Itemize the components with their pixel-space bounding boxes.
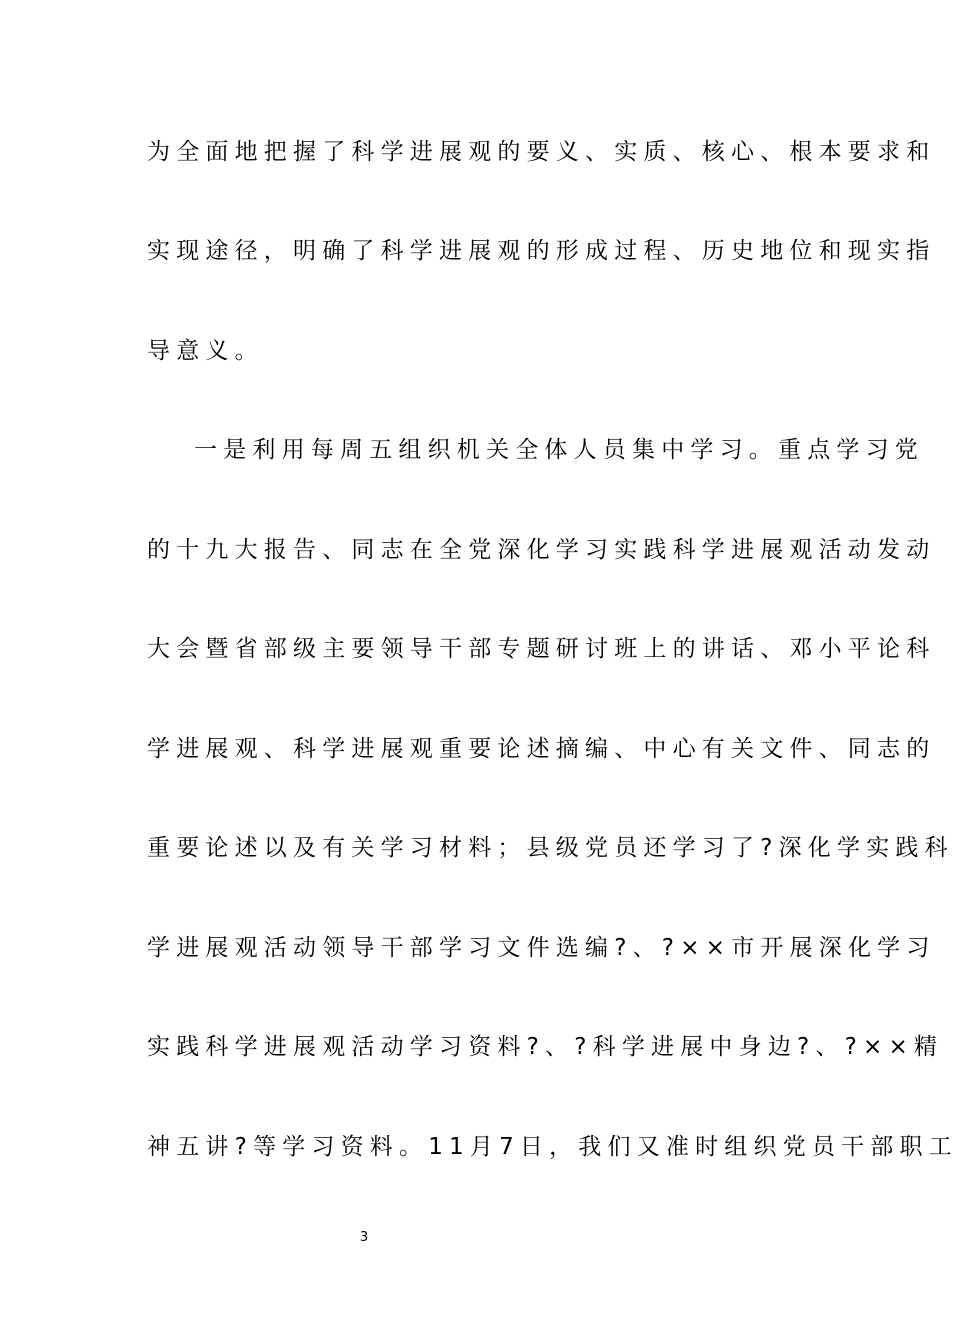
text-line: 学进展观、科学进展观重要论述摘编、中心有关文件、同志的 [147, 736, 936, 762]
text-line: 大会暨省部级主要领导干部专题研讨班上的讲话、邓小平论科 [147, 636, 936, 662]
text-line: 一是利用每周五组织机关全体人员集中学习。重点学习党 [194, 437, 924, 463]
text-line: 学进展观活动领导干部学习文件选编?、?××市开展深化学习 [147, 935, 936, 961]
text-line: 导意义。 [147, 338, 264, 364]
page-number: 3 [359, 1230, 369, 1245]
text-line: 实现途径，明确了科学进展观的形成过程、历史地位和现实指 [147, 238, 936, 264]
text-line: 神五讲?等学习资料。11月7日，我们又准时组织党员干部职工 [147, 1134, 958, 1160]
text-line: 的十九大报告、同志在全党深化学习实践科学进展观活动发动 [147, 537, 936, 563]
text-line: 为全面地把握了科学进展观的要义、实质、核心、根本要求和 [147, 139, 936, 165]
text-line: 实践科学进展观活动学习资料?、?科学进展中身边?、?××精 [147, 1034, 944, 1060]
text-line: 重要论述以及有关学习材料；县级党员还学习了?深化学实践科 [147, 835, 954, 861]
